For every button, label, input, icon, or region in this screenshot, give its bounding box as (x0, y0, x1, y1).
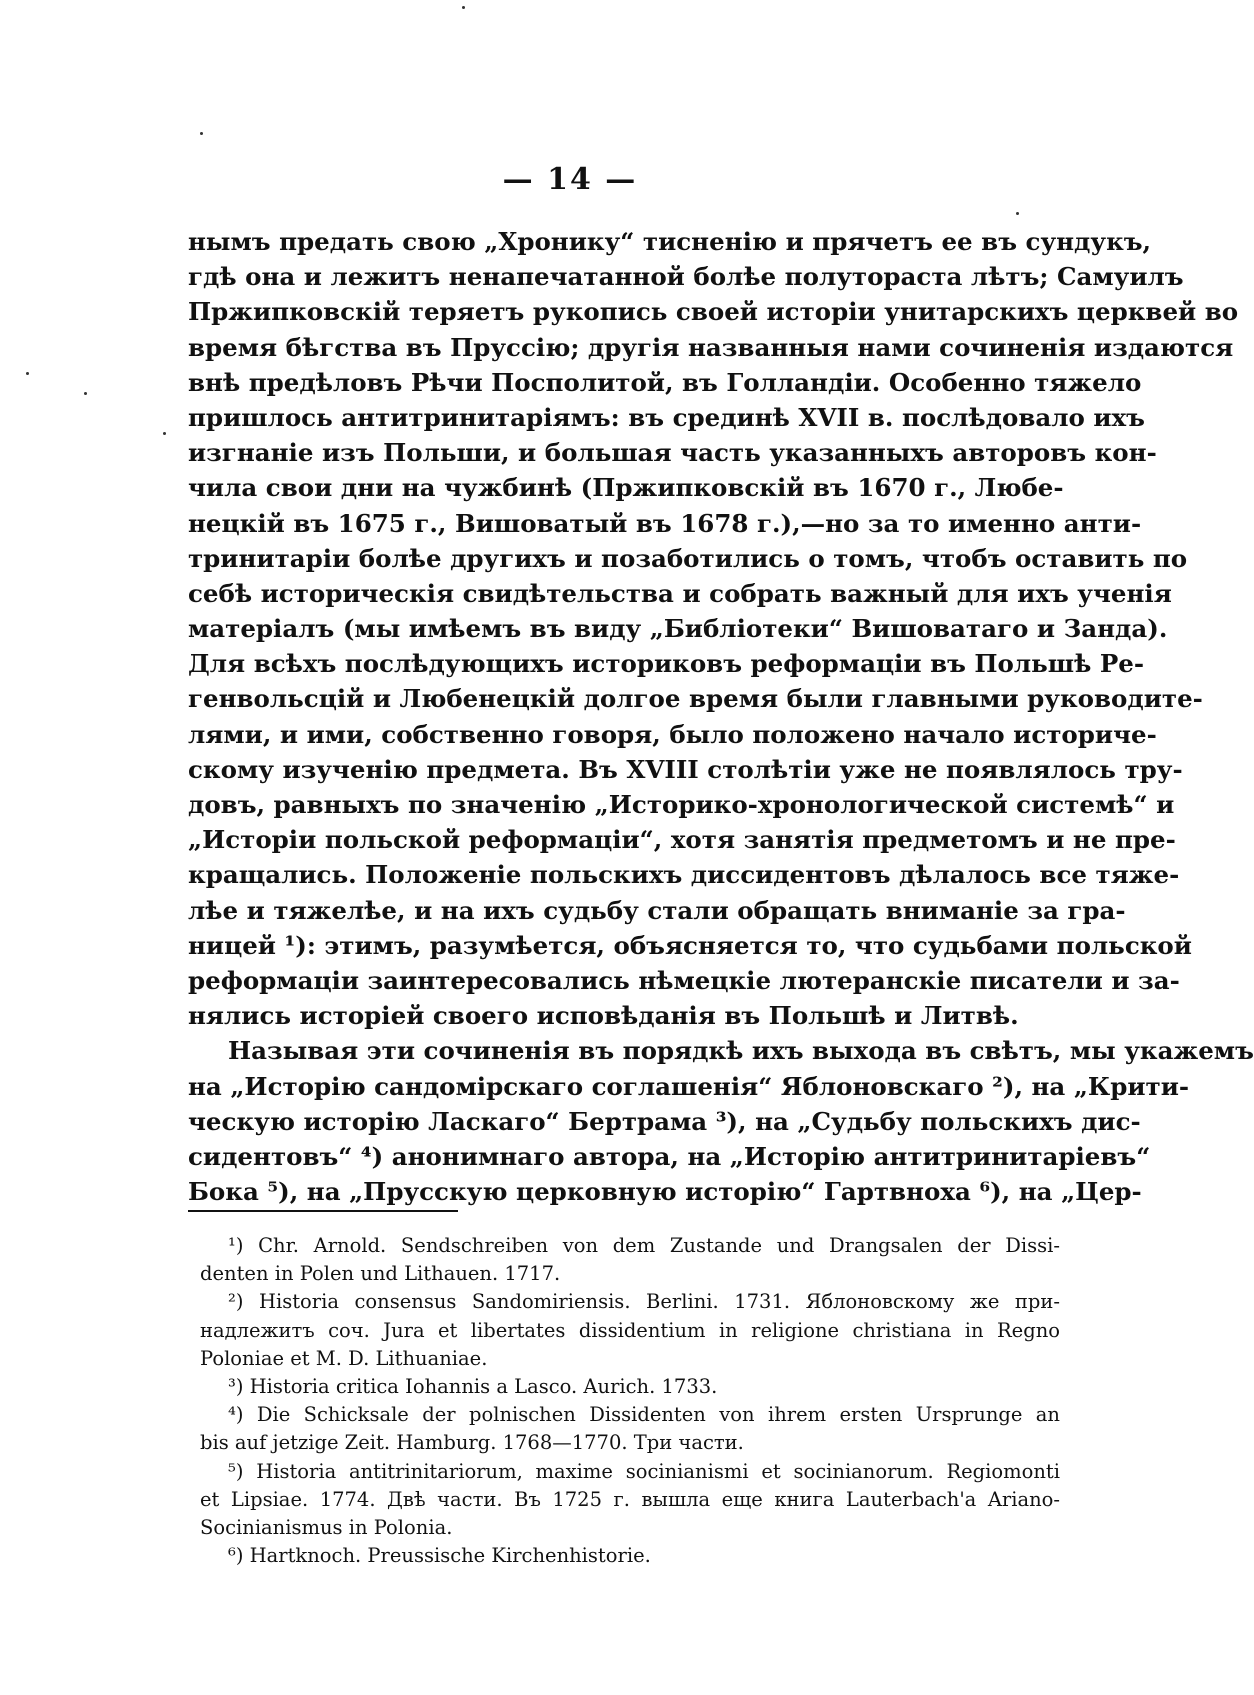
footnote-divider (188, 1210, 458, 1212)
footnote-line: Socinianismus in Polonia. (200, 1515, 453, 1539)
footnote-line: et Lipsiae. 1774. Двѣ части. Въ 1725 г. вышла еще книга Lauterbach'a Ariano- (200, 1487, 1060, 1511)
scan-speck (26, 372, 29, 375)
text-line: лѣе и тяжелѣе, и на ихъ судьбу стали обращать вниманіе за гра- (188, 895, 1126, 925)
text-line: матеріалъ (мы имѣемъ въ виду „Библіотеки“ Вишоватаго и Занда). (188, 614, 1168, 644)
text-line: себѣ историческія свидѣтельства и собрать важный для ихъ ученія (188, 578, 1172, 608)
text-line: реформаціи заинтересовались нѣмецкіе лютеранскіе писатели и за- (188, 965, 1180, 995)
text-line: изгнаніе изъ Польши, и большая часть указанныхъ авторовъ кон- (188, 438, 1157, 468)
text-line: „Исторіи польской реформаціи“, хотя занятія предметомъ и не пре- (188, 825, 1176, 855)
text-line: ницей ¹): этимъ, разумѣется, объясняется то, что судьбами польской (188, 930, 1192, 960)
text-line: внѣ предѣловъ Рѣчи Посполитой, въ Голландіи. Особенно тяжело (188, 367, 1142, 397)
text-line: нымъ предать свою „Хронику“ тисненію и прячетъ ее въ сундукъ, (188, 227, 1152, 256)
text-line: Пржипковскій теряетъ рукопись своей исторіи унитарскихъ церквей во (188, 297, 1239, 327)
text-line: кращались. Положеніе польскихъ диссидентовъ дѣлалось все тяже- (188, 860, 1180, 890)
footnotes (200, 1232, 1060, 1570)
scan-speck (200, 132, 203, 135)
text-line: лями, и ими, собственно говоря, было положено начало историче- (188, 719, 1157, 749)
footnote-line: ¹) Chr. Arnold. Sendschreiben von dem Zustande und Drangsalen der Dissi- (228, 1234, 1060, 1257)
text-line: ческую исторію Ласкаго“ Бертрама ³), на „Судьбу польскихъ дис- (188, 1106, 1141, 1136)
footnote-line: ⁵) Historia antitrinitariorum, maxime socinianismi et socinianorum. Regiomonti (228, 1459, 1060, 1483)
footnote-line: ⁶) Hartknoch. Preussische Kirchenhistorie. (228, 1544, 651, 1568)
text-line: сидентовъ“ ⁴) анонимнаго автора, на „Исторію антитринитаріевъ“ (188, 1141, 1151, 1171)
text-line: довъ, равныхъ по значенію „Историко-хронологической системѣ“ и (188, 790, 1175, 819)
text-line: время бѣгства въ Пруссію; другія названныя нами сочиненія издаются (188, 332, 1234, 362)
text-line: гдѣ она и лежитъ ненапечатанной болѣе полутораста лѣтъ; Самуилъ (188, 262, 1184, 292)
footnote-line: ²) Historia consensus Sandomiriensis. Berlini. 1731. Яблоновскому же при- (228, 1290, 1060, 1314)
text-line: нялись исторіей своего исповѣданія въ Польшѣ и Литвѣ. (188, 1001, 1019, 1031)
text-line: скому изученію предмета. Въ XVIII столѣтіи уже не появлялось тру- (188, 754, 1183, 784)
text-line: Бока ⁵), на „Прусскую церковную исторію“ Гартвноха ⁶), на „Цер- (188, 1177, 1142, 1207)
text-line: Для всѣхъ послѣдующихъ историковъ реформаціи въ Польшѣ Ре- (188, 649, 1145, 679)
text-line: генвольсцій и Любенецкій долгое время были главными руководите- (188, 684, 1203, 714)
text-line: тринитаріи болѣе другихъ и позаботились о томъ, чтобъ оставить по (188, 543, 1188, 573)
scan-speck (462, 6, 465, 9)
footnote-line: ³) Historia critica Iohannis a Lasco. Aurich. 1733. (228, 1374, 718, 1398)
text-line: на „Исторію сандомірскаго соглашенія“ Яблоновскаго ²), на „Крити- (188, 1071, 1190, 1101)
text-line: нецкій въ 1675 г., Вишоватый въ 1678 г.),—но за то именно анти- (188, 508, 1142, 538)
text-line: Называя эти сочиненія въ порядкѣ ихъ выхода въ свѣтъ, мы укажемъ (228, 1036, 1254, 1066)
text-line: чила свои дни на чужбинѣ (Пржипковскій въ 1670 г., Любе- (188, 473, 1064, 503)
footnote-line: надлежитъ соч. Jura et libertates dissidentium in religione christiana in Regno (200, 1318, 1060, 1342)
scan-speck (163, 432, 166, 435)
footnote-line: bis auf jetzige Zeit. Hamburg. 1768—1770. Три части. (200, 1431, 744, 1455)
footnote-line: Poloniae et M. D. Lithuaniae. (200, 1346, 488, 1370)
page-number: — 14 — (502, 162, 638, 197)
footnote-line: denten in Polen und Lithauen. 1717. (200, 1262, 561, 1286)
main-text (188, 224, 1254, 1209)
scan-speck (84, 392, 87, 395)
footnote-line: ⁴) Die Schicksale der polnischen Dissidenten von ihrem ersten Ursprunge an (228, 1403, 1060, 1427)
text-line: пришлось антитринитаріямъ: въ срединѣ XVII в. послѣдовало ихъ (188, 402, 1145, 432)
scan-speck (1016, 212, 1019, 215)
